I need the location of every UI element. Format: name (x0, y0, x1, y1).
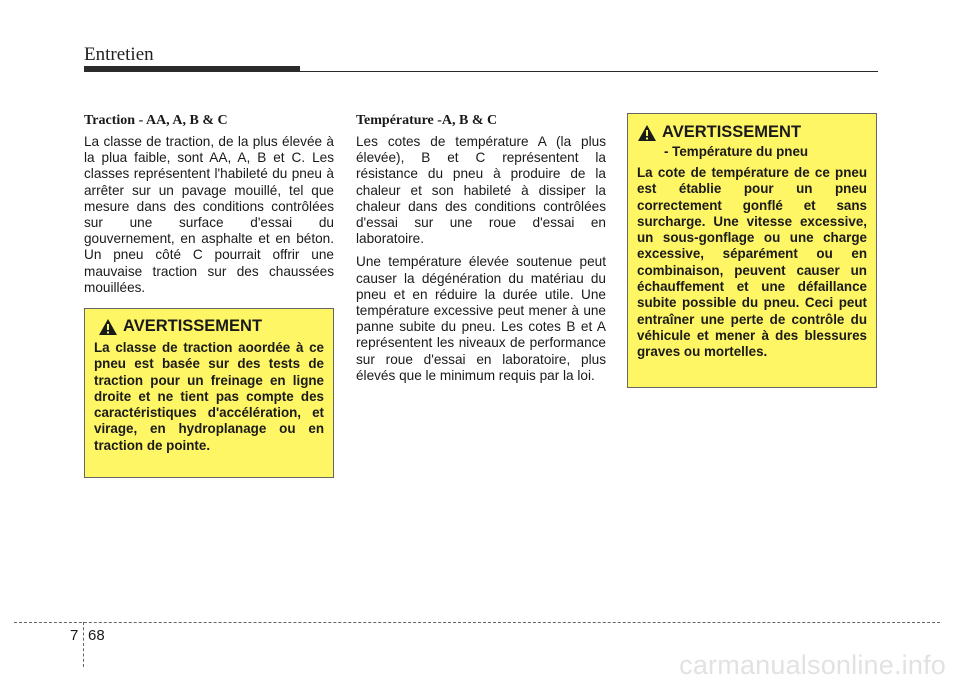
warning-body: La classe de traction aoordée à ce pneu est basée sur des tests de traction pour un freinage en ligne droite et ne tient pas compte des caractéristiques d'accélération, et virage, en hydroplanage ou en traction de pointe. (94, 340, 324, 453)
warning-box-traction (84, 308, 334, 478)
warning-title: AVERTISSEMENT (123, 317, 263, 335)
warning-title: AVERTISSEMENT (662, 123, 802, 141)
warning-header (94, 317, 324, 336)
footer-divider (83, 622, 84, 667)
temperature-paragraph-2: Une température élevée soutenue peut causer la dégénération du matériau du pneu et en réduire la durée utile. Une température excessive peut mener à une panne subite du pneu. Les cotes B et A représentent les niveaux de performance sur roue d'essai en laboratoire, plus élevés que le minimum requis par la loi. (356, 254, 606, 383)
warning-subtitle: - Température du pneu (664, 144, 809, 159)
watermark: carmanualsonline.info (679, 650, 946, 680)
temperature-paragraph-1: Les cotes de température A (la plus élevée), B et C représentent la résistance du pneu à produire de la chaleur et son habileté à dissiper la chaleur dans des conditions contrôlées d'essai sur une roue d'essai en laboratoire. (356, 134, 606, 247)
traction-paragraph: La classe de traction, de la plus élevée à la plua faible, sont AA, A, B et C. Les classes représentent l'habileté du pneu à arrêter sur un pavage mouillé, tel que mesure dans des conditions contrôlées sur une surface d'essai du gouvernement, en asphalte et en béton. Un pneu côté C pourrait offrir une mauvaise traction sur des chaussées mouillées. (84, 134, 334, 295)
warning-box-temperature (627, 113, 877, 388)
warning-header (637, 123, 867, 142)
warning-triangle-icon (98, 318, 118, 336)
warning-body: La cote de température de ce pneu est établie pour un pneu correctement gonflé et sans surcharge. Une vitesse excessive, un sous-gonflage ou une charge excessive, séparément ou en combinaison, peuvent causer un échauffement et une défaillance subite possible du pneu. Ceci peut entraîner une perte de contrôle du véhicule et mener à des blessures graves ou mortelles. (637, 165, 867, 360)
chapter-number: 7 (70, 627, 79, 644)
traction-heading: Traction - AA, A, B & C (84, 113, 228, 128)
page-header-title: Entretien (84, 44, 154, 65)
warning-triangle-icon (637, 124, 657, 142)
traction-section (84, 113, 334, 303)
header-rule (84, 71, 878, 72)
temperature-heading: Température -A, B & C (356, 113, 498, 128)
temperature-section (356, 113, 606, 391)
page-number: 68 (88, 627, 105, 644)
footer-rule (14, 622, 940, 623)
